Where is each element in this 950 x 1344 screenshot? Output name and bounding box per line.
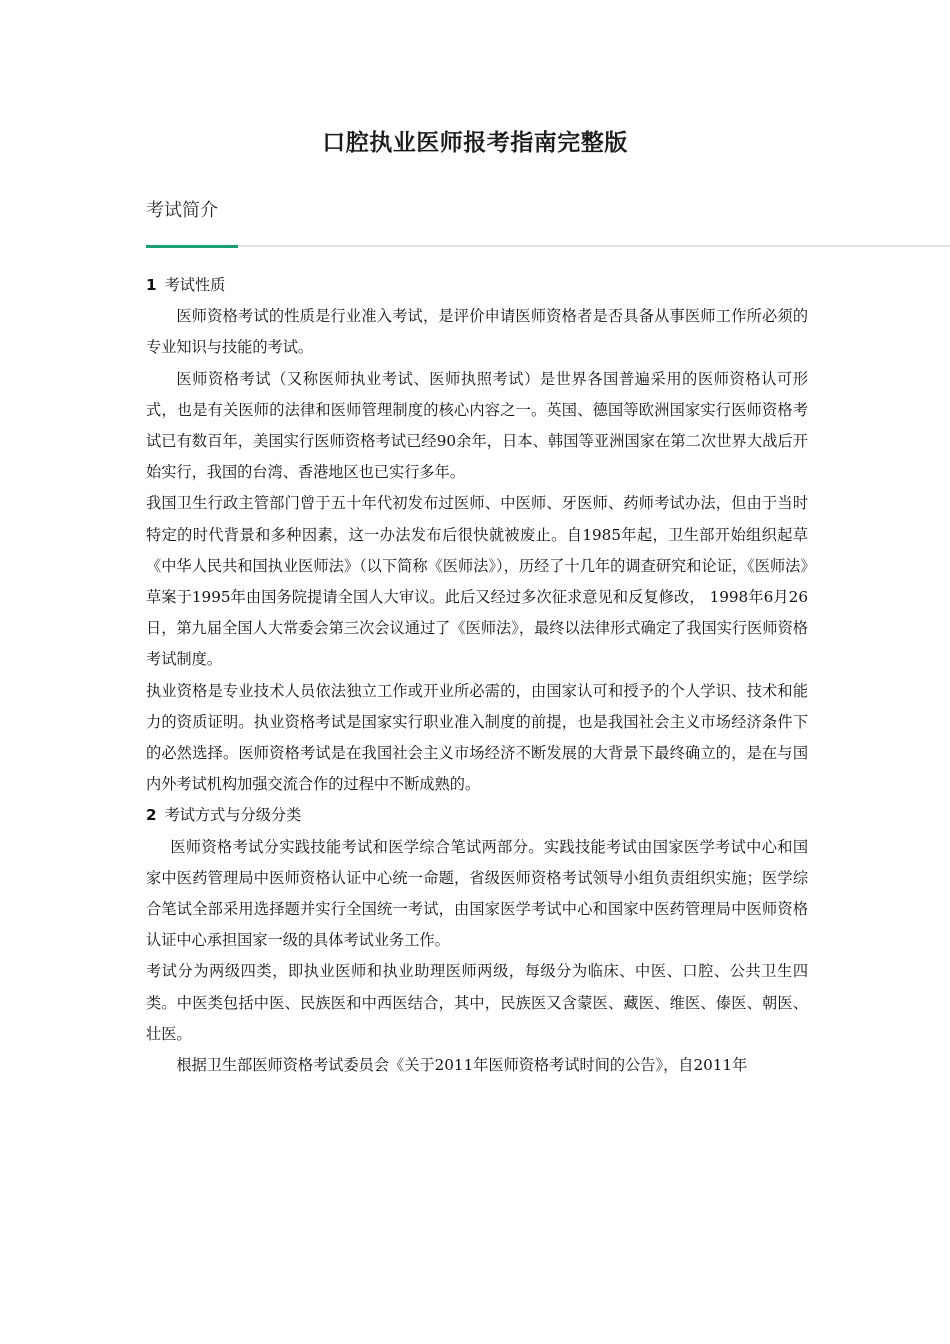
section-divider-accent <box>146 245 238 248</box>
subsection-heading-1 <box>146 270 808 301</box>
section-heading: 考试简介 <box>146 200 218 221</box>
paragraph: 根据卫生部医师资格考试委员会《关于2011年医师资格考试时间的公告》，自2011年 <box>176 1056 748 1075</box>
document-body <box>146 270 808 1081</box>
paragraph: 我国卫生行政主管部门曾于五十年代初发布过医师、中医师、牙医师、药师考试办法，但由于当时特定的时代背景和多种因素，这一办法发布后很快就被废止。自1985年起，卫生部开始组织起草《中华人民共和国执业医师法》（以下简称《医师法》），历经了十几年的调查研究和论证，《医师法》草案于1995年由国务院提请全国人大审议。此后又经过多次征求意见和反复修改， 1998年6月26日，第九届全国人大常委会第三次会议通过了《医师法》，最终以法律形式确定了我国实行医师资格考试制度。 <box>146 494 808 669</box>
subsection-number: 1 <box>146 276 157 294</box>
subsection-title: 考试性质 <box>164 276 226 294</box>
subsection-heading-2 <box>146 800 808 831</box>
paragraph: 医师资格考试（又称医师执业考试、医师执照考试）是世界各国普遍采用的医师资格认可形式，也是有关医师的法律和医师管理制度的核心内容之一。英国、德国等欧洲国家实行医师资格考试已有数百年，美国实行医师资格考试已经90余年，日本、韩国等亚洲国家在第二次世界大战后开始实行，我国的台湾、香港地区也已实行多年。 <box>146 369 808 482</box>
paragraph: 执业资格是专业技术人员依法独立工作或开业所必需的，由国家认可和授予的个人学识、技术和能力的资质证明。执业资格考试是国家实行职业准入制度的前提，也是我国社会主义市场经济条件下的必然选择。医师资格考试是在我国社会主义市场经济不断发展的大背景下最终确立的，是在与国内外考试机构加强交流合作的过程中不断成熟的。 <box>146 681 808 794</box>
subsection-title: 考试方式与分级分类 <box>164 806 302 825</box>
subsection-number: 2 <box>146 806 157 825</box>
document-title: 口腔执业医师报考指南完整版 <box>322 130 628 156</box>
paragraph: 医师资格考试的性质是行业准入考试，是评价申请医师资格者是否具备从事医师工作所必须的专业知识与技能的考试。 <box>146 307 808 357</box>
section-divider <box>146 245 950 247</box>
paragraph: 考试分为两级四类，即执业医师和执业助理医师两级，每级分为临床、中医、口腔、公共卫生四类。中医类包括中医、民族医和中西医结合，其中，民族医又含蒙医、藏医、维医、傣医、朝医、壮医。 <box>146 962 808 1043</box>
paragraph: 医师资格考试分实践技能考试和医学综合笔试两部分。实践技能考试由国家医学考试中心和国家中医药管理局中医师资格认证中心统一命题，省级医师资格考试领导小组负责组织实施；医学综合笔试全部采用选择题并实行全国统一考试，由国家医学考试中心和国家中医药管理局中医师资格认证中心承担国家一级的具体考试业务工作。 <box>146 837 808 950</box>
